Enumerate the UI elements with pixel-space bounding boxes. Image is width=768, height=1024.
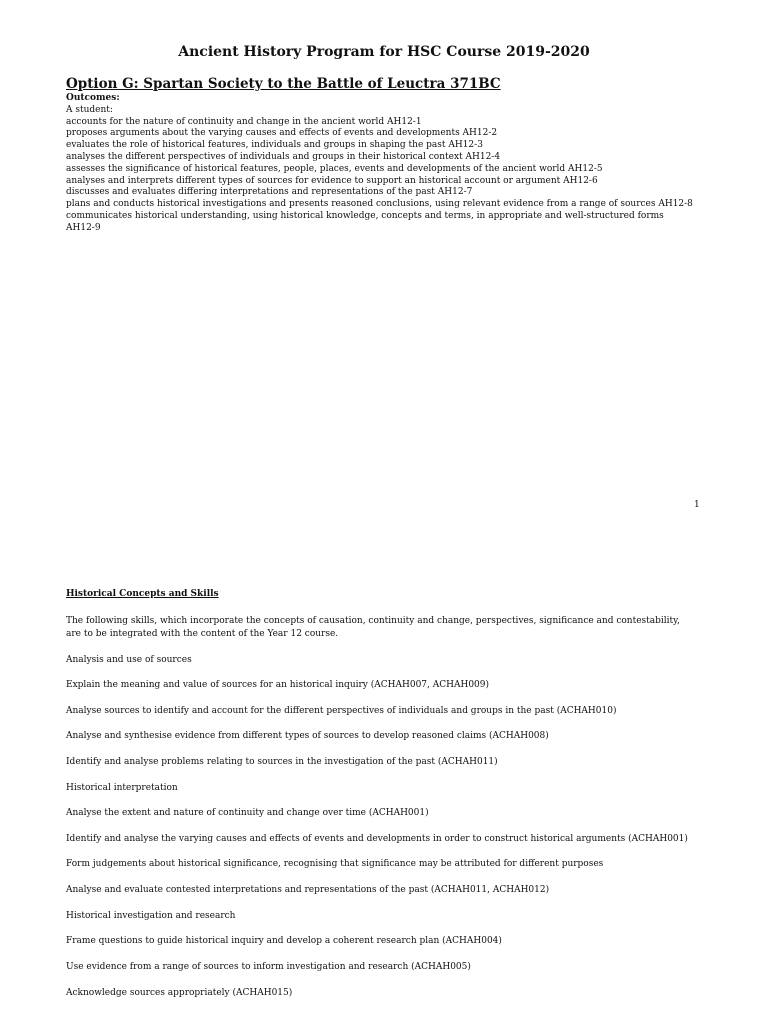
skills-intro bbox=[66, 615, 716, 640]
skill-item: Identify and analyse the varying causes and effects of events and developments in order to construct historical arguments (ACHAH001) bbox=[66, 834, 688, 844]
outcome-item: plans and conducts historical investigations and presents reasoned conclusions, using relevant evidence from a range of sources AH12-8 bbox=[66, 199, 693, 210]
skill-item: Form judgements about historical significance, recognising that significance may be attributed for different purposes bbox=[66, 859, 604, 869]
skills-intro-line: The following skills, which incorporate the concepts of causation, continuity and change, perspectives, significance and contestability, bbox=[66, 616, 680, 626]
skill-item: Frame questions to guide historical inquiry and develop a coherent research plan (ACHAH004) bbox=[66, 936, 502, 946]
skill-item: Explain the meaning and value of sources for an historical inquiry (ACHAH007, ACHAH009) bbox=[66, 680, 490, 690]
skills-intro-line: are to be integrated with the content of the Year 12 course. bbox=[66, 628, 339, 639]
skills-subheading-sources: Analysis and use of sources bbox=[66, 655, 192, 665]
skills-subheading-investigation: Historical investigation and research bbox=[66, 911, 236, 921]
outcome-item: analyses and interprets different types of sources for evidence to support an historical account or argument AH12-6 bbox=[66, 175, 598, 186]
skill-item: Analyse and synthesise evidence from different types of sources to develop reasoned claims (ACHAH008) bbox=[66, 731, 549, 741]
outcome-item: evaluates the role of historical features, individuals and groups in shaping the past AH12-3 bbox=[66, 140, 483, 151]
document-title: Ancient History Program for HSC Course 2019-2020 bbox=[178, 44, 590, 60]
outcomes-section bbox=[66, 93, 716, 235]
outcomes-intro: A student: bbox=[66, 104, 113, 115]
outcomes-label: Outcomes: bbox=[66, 93, 120, 103]
skills-subheading-interpretation: Historical interpretation bbox=[66, 783, 178, 793]
skill-item: Analyse sources to identify and account for the different perspectives of individuals and groups in the past (ACHAH010) bbox=[66, 706, 617, 716]
outcome-item: AH12-9 bbox=[66, 222, 101, 233]
outcome-item: assesses the significance of historical features, people, places, events and developments of the ancient world AH12-5 bbox=[66, 163, 603, 174]
outcome-item: proposes arguments about the varying causes and effects of events and developments AH12-2 bbox=[66, 128, 498, 139]
skill-item: Acknowledge sources appropriately (ACHAH015) bbox=[66, 988, 293, 998]
option-heading: Option G: Spartan Society to the Battle of Leuctra 371BC bbox=[66, 76, 501, 92]
outcome-item: accounts for the nature of continuity and change in the ancient world AH12-1 bbox=[66, 116, 422, 127]
outcome-item: analyses the different perspectives of individuals and groups in their historical context AH12-4 bbox=[66, 151, 501, 162]
page-number: 1 bbox=[694, 500, 700, 510]
skill-item: Analyse the extent and nature of continuity and change over time (ACHAH001) bbox=[66, 808, 429, 818]
outcome-item: discusses and evaluates differing interpretations and representations of the past AH12-7 bbox=[66, 187, 473, 198]
skills-heading: Historical Concepts and Skills bbox=[66, 589, 219, 599]
skill-item: Use evidence from a range of sources to inform investigation and research (ACHAH005) bbox=[66, 962, 471, 972]
skill-item: Identify and analyse problems relating to sources in the investigation of the past (ACHAH011) bbox=[66, 757, 498, 767]
outcome-item: communicates historical understanding, using historical knowledge, concepts and terms, in appropriate and well-structured forms bbox=[66, 210, 664, 221]
skill-item: Analyse and evaluate contested interpretations and representations of the past (ACHAH011, ACHAH012) bbox=[66, 885, 550, 895]
